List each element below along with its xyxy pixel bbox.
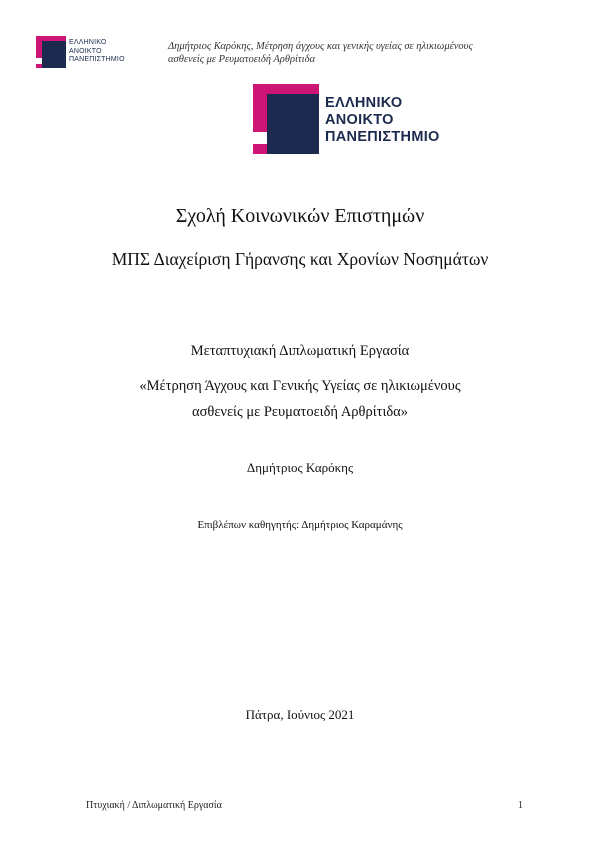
logo-small-line1: ΕΛΛΗΝΙΚΟ: [69, 39, 107, 46]
author-name: Δημήτριος Καρόκης: [246, 460, 354, 475]
thesis-type: Μεταπτυχιακή Διπλωματική Εργασία: [190, 343, 410, 359]
logo-small-line3: ΠΑΝΕΠΙΣΤΗΜΙΟ: [69, 56, 125, 63]
supervisor: Επιβλέπων καθηγητής: Δημήτριος Καραμάνης: [197, 519, 403, 531]
running-header-line1: Δημήτριος Καρόκης, Μέτρηση άγχους και γενικής υγείας σε ηλικιωμένους: [168, 41, 473, 52]
thesis-title-line2: ασθενείς με Ρευματοειδή Αρθρίτιδα»: [191, 404, 409, 420]
thesis-title-line1: «Μέτρηση Άγχους και Γενικής Υγείας σε ηλικιωμένους: [139, 378, 461, 394]
thesis-title: [0, 373, 600, 425]
program-name: ΜΠΣ Διαχείριση Γήρανσης και Χρονίων Νοσημάτων: [111, 249, 489, 269]
footer-label: Πτυχιακή / Διπλωματική Εργασία: [86, 800, 222, 811]
place-date: Πάτρα, Ιούνιος 2021: [245, 707, 355, 722]
logo-large-line3: ΠΑΝΕΠΙΣΤΗΜΙΟ: [325, 129, 440, 145]
running-header: [168, 40, 568, 66]
logo-mark-icon: [253, 84, 319, 154]
logo-large-line1: ΕΛΛΗΝΙΚΟ: [325, 95, 403, 111]
university-logo-small: [36, 36, 136, 70]
logo-large-line2: ΑΝΟΙΚΤΟ: [325, 112, 394, 128]
logo-small-line2: ΑΝΟΙΚΤΟ: [69, 47, 102, 55]
logo-large-text: [325, 95, 455, 146]
running-header-line2: ασθενείς με Ρευματοειδή Αρθρίτιδα: [168, 54, 315, 65]
school-name: Σχολή Κοινωνικών Επιστημών: [175, 205, 425, 227]
university-logo-large: [253, 84, 453, 156]
logo-mark-icon: [36, 36, 66, 68]
logo-small-text: [69, 39, 139, 65]
page-number: 1: [518, 800, 523, 811]
